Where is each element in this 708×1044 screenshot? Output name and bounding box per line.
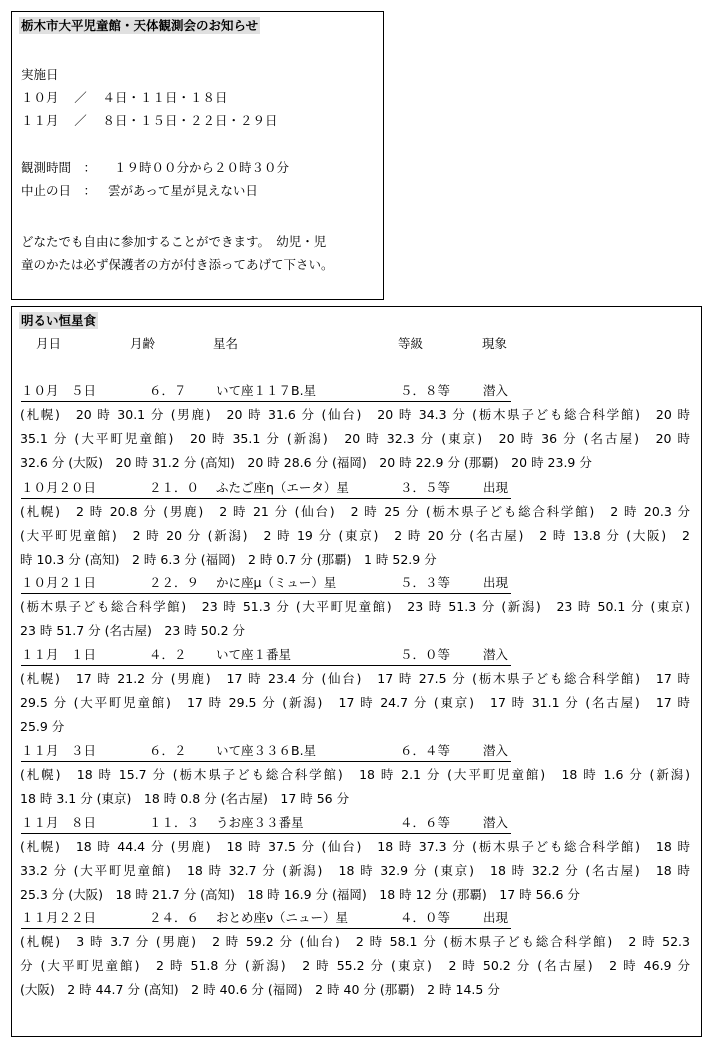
event-detail-line: (大平町児童館) 2 時 20 分 (新潟) 2 時 19 分 (東京) 2 時 20 分 (名古屋) 2 時 13.8 分 (大阪) 2 <box>20 528 690 543</box>
event-moon-age: １１．３ <box>149 815 200 830</box>
event-detail-line: 32.6 分 (大阪) 20 時 31.2 分 (高知) 20 時 28.6 分 (福岡) 20 時 22.9 分 (那覇) 20 時 23.9 分 <box>20 455 592 470</box>
event-date: １０月２１日 <box>21 575 97 590</box>
cancel-row <box>21 180 258 202</box>
observation-notice-box <box>11 11 384 300</box>
event-date: １１月 ３日 <box>21 743 97 758</box>
dates-separator: ／ <box>74 113 87 128</box>
event-detail-line: (札幌) 17 時 21.2 分 (男鹿) 17 時 23.4 分 (仙台) 17 時 27.5 分 (栃木県子ども総合科学館) 17 時 <box>20 671 690 686</box>
event-detail-line: (大阪) 2 時 44.7 分 (高知) 2 時 40.6 分 (福岡) 2 時 40 分 (那覇) 2 時 14.5 分 <box>20 982 500 997</box>
notice-body-line: 童のかたは必ず保護者の方が付き添ってあげて下さい。 <box>21 257 334 272</box>
time-value: １９時００分から２０時３０分 <box>114 160 290 175</box>
dates-separator: ／ <box>74 90 87 105</box>
event-magnitude: ５．３等 <box>400 575 451 590</box>
event-row <box>21 644 511 666</box>
dates-month: １１月 <box>21 113 59 128</box>
occultations-title: 明るい恒星食 <box>21 313 97 328</box>
dates-row-october <box>21 87 228 109</box>
event-moon-age: ４．２ <box>149 647 187 662</box>
event-date: １０月２０日 <box>21 480 97 495</box>
event-moon-age: ６．７ <box>149 383 187 398</box>
event-row <box>21 572 511 594</box>
event-moon-age: ２１．０ <box>149 480 200 495</box>
event-detail-line: 23 時 51.7 分 (名古屋) 23 時 50.2 分 <box>20 623 246 638</box>
cancel-label: 中止の日 ： <box>21 183 97 198</box>
event-date: １１月 ８日 <box>21 815 97 830</box>
event-row <box>21 907 511 929</box>
event-magnitude: ３．５等 <box>400 480 451 495</box>
event-star: いて座１番星 <box>216 647 292 662</box>
event-magnitude: ４．６等 <box>400 815 451 830</box>
event-date: １１月２２日 <box>21 910 97 925</box>
event-date: １０月 ５日 <box>21 383 97 398</box>
event-detail-line: 25.9 分 <box>20 719 65 734</box>
event-star: かに座μ（ミュー）星 <box>216 575 337 590</box>
observation-time-row <box>21 157 289 179</box>
event-detail-line: 35.1 分 (大平町児童館) 20 時 35.1 分 (新潟) 20 時 32.3 分 (東京) 20 時 36 分 (名古屋) 20 時 <box>20 431 690 446</box>
notice-body-line: どなたでも自由に参加することができます。 幼児・児 <box>21 234 327 249</box>
event-row <box>21 812 511 834</box>
event-star: いて座１１７B.星 <box>216 383 317 398</box>
event-magnitude: ４．０等 <box>400 910 451 925</box>
event-moon-age: ２４．６ <box>149 910 200 925</box>
notice-title: 栃木市大平児童館・天体観測会のお知らせ <box>21 18 259 33</box>
event-phenomenon: 出現 <box>483 910 509 925</box>
event-moon-age: ２２．９ <box>149 575 200 590</box>
event-phenomenon: 潜入 <box>483 383 509 398</box>
event-magnitude: ５．０等 <box>400 647 451 662</box>
cancel-value: 雲があって星が見えない日 <box>108 183 258 198</box>
event-star: うお座３３番星 <box>216 815 304 830</box>
event-detail-line: (札幌) 3 時 3.7 分 (男鹿) 2 時 59.2 分 (仙台) 2 時 58.1 分 (栃木県子ども総合科学館) 2 時 52.3 <box>20 934 690 949</box>
event-star: いて座３３６B.星 <box>216 743 317 758</box>
event-row <box>21 477 511 499</box>
event-detail-line: 29.5 分 (大平町児童館) 17 時 29.5 分 (新潟) 17 時 24.7 分 (東京) 17 時 31.1 分 (名古屋) 17 時 <box>20 695 690 710</box>
dates-month: １０月 <box>21 90 59 105</box>
event-detail-line: (札幌) 2 時 20.8 分 (男鹿) 2 時 21 分 (仙台) 2 時 25 分 (栃木県子ども総合科学館) 2 時 20.3 分 <box>20 504 690 519</box>
event-phenomenon: 潜入 <box>483 815 509 830</box>
time-label: 観測時間 ： <box>21 160 97 175</box>
event-magnitude: ６．４等 <box>400 743 451 758</box>
event-star: おとめ座ν（ニュー）星 <box>216 910 348 925</box>
header-magnitude: 等級 <box>398 336 424 351</box>
dates-row-november <box>21 110 278 132</box>
event-moon-age: ６．２ <box>149 743 187 758</box>
event-row <box>21 380 511 402</box>
event-magnitude: ５．８等 <box>400 383 451 398</box>
event-phenomenon: 出現 <box>483 575 509 590</box>
header-date: 月日 <box>36 336 62 351</box>
event-phenomenon: 潜入 <box>483 647 509 662</box>
dates-days: ４日・１１日・１８日 <box>102 90 228 105</box>
dates-days: ８日・１５日・２２日・２９日 <box>102 113 278 128</box>
event-detail-line: (栃木県子ども総合科学館) 23 時 51.3 分 (大平町児童館) 23 時 51.3 分 (新潟) 23 時 50.1 分 (東京) <box>20 599 690 614</box>
event-star: ふたご座η（エータ）星 <box>216 480 349 495</box>
event-detail-line: 分 (大平町児童館) 2 時 51.8 分 (新潟) 2 時 55.2 分 (東京) 2 時 50.2 分 (名古屋) 2 時 46.9 分 <box>20 958 690 973</box>
event-detail-line: 時 10.3 分 (高知) 2 時 6.3 分 (福岡) 2 時 0.7 分 (那覇) 1 時 52.9 分 <box>20 552 437 567</box>
event-phenomenon: 潜入 <box>483 743 509 758</box>
event-detail-line: 18 時 3.1 分 (東京) 18 時 0.8 分 (名古屋) 17 時 56 分 <box>20 791 350 806</box>
event-row <box>21 740 511 762</box>
event-phenomenon: 出現 <box>483 480 509 495</box>
dates-label: 実施日 <box>21 67 59 82</box>
header-phenomenon: 現象 <box>482 336 508 351</box>
event-detail-line: 33.2 分 (大平町児童館) 18 時 32.7 分 (新潟) 18 時 32.9 分 (東京) 18 時 32.2 分 (名古屋) 18 時 <box>20 863 690 878</box>
event-detail-line: (札幌) 18 時 15.7 分 (栃木県子ども総合科学館) 18 時 2.1 分 (大平町児童館) 18 時 1.6 分 (新潟) <box>20 767 690 782</box>
event-detail-line: 25.3 分 (大阪) 18 時 21.7 分 (高知) 18 時 16.9 分 (福岡) 18 時 12 分 (那覇) 17 時 56.6 分 <box>20 887 580 902</box>
event-detail-line: (札幌) 18 時 44.4 分 (男鹿) 18 時 37.5 分 (仙台) 18 時 37.3 分 (栃木県子ども総合科学館) 18 時 <box>20 839 690 854</box>
occultations-box <box>11 306 702 1037</box>
event-date: １１月 １日 <box>21 647 97 662</box>
header-moon-age: 月齢 <box>130 336 156 351</box>
event-detail-line: (札幌) 20 時 30.1 分 (男鹿) 20 時 31.6 分 (仙台) 20 時 34.3 分 (栃木県子ども総合科学館) 20 時 <box>20 407 690 422</box>
header-star: 星名 <box>213 336 239 351</box>
